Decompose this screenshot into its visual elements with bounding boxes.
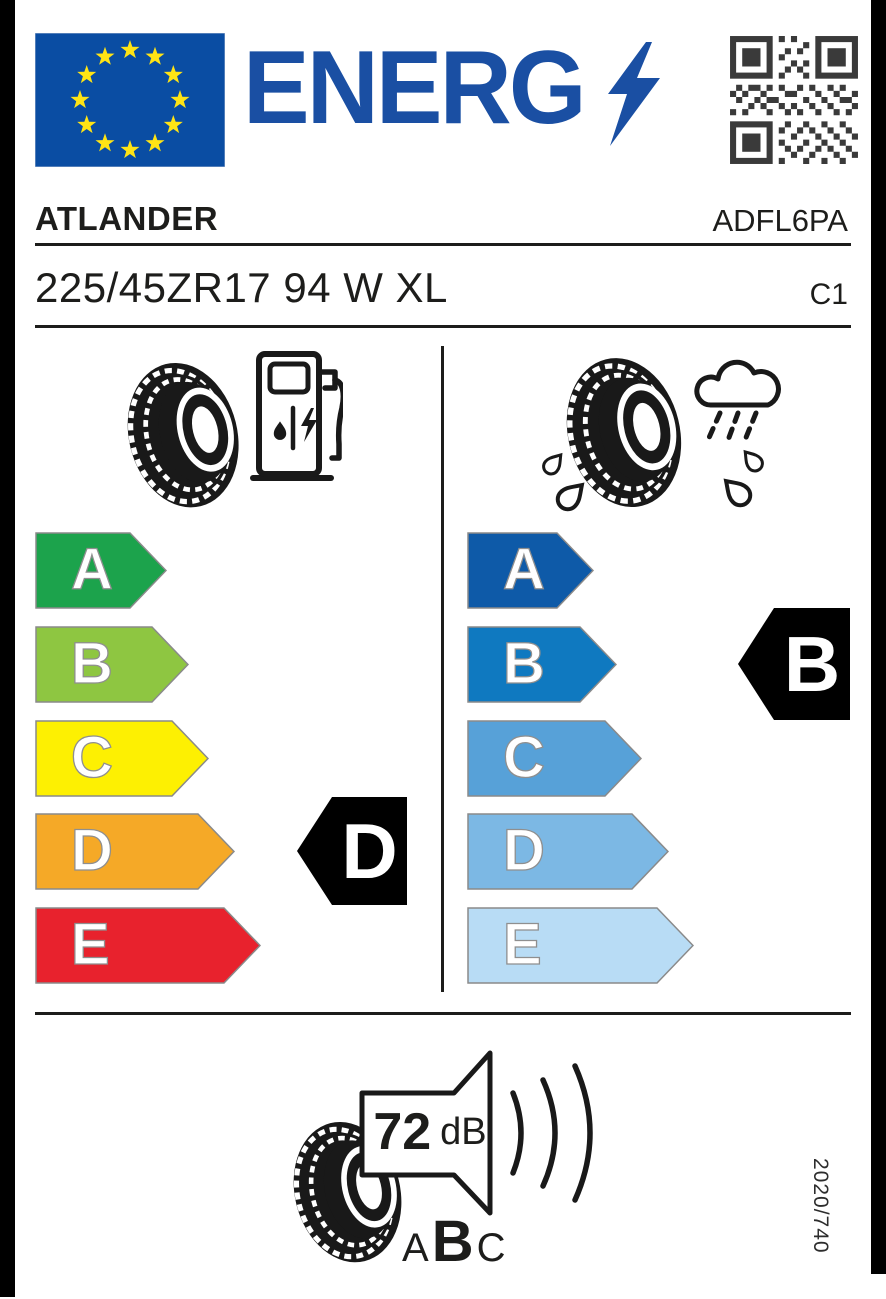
divider-line bbox=[35, 325, 851, 328]
fuel-class-row-b bbox=[35, 626, 189, 708]
class-letter: B bbox=[71, 631, 113, 696]
noise-class-b: B bbox=[431, 1209, 474, 1274]
fuel-class-row-c bbox=[35, 720, 209, 802]
wet-class-row-a bbox=[467, 532, 594, 614]
fuel-class-row-d bbox=[35, 813, 235, 895]
rain-cloud-icon bbox=[697, 362, 779, 443]
noise-class-a: A bbox=[402, 1226, 429, 1270]
divider-line bbox=[35, 1012, 851, 1015]
divider-line bbox=[35, 243, 851, 246]
class-letter: C bbox=[503, 725, 545, 790]
class-letter: D bbox=[503, 818, 545, 883]
wet-class-row-d bbox=[467, 813, 669, 895]
wet-grip-rating-arrow bbox=[738, 608, 850, 720]
noise-class-c: C bbox=[476, 1226, 506, 1270]
lightning-bolt-icon bbox=[600, 42, 674, 146]
fuel-class-row-e bbox=[35, 907, 261, 989]
fuel-efficiency-rating: D bbox=[341, 806, 398, 895]
wet-class-row-c bbox=[467, 720, 642, 802]
column-divider bbox=[441, 346, 444, 992]
class-letter: A bbox=[71, 537, 113, 602]
fuel-pump-icon bbox=[253, 354, 343, 478]
energy-logo-text: ENERG bbox=[243, 30, 584, 146]
noise-value: 72 bbox=[373, 1103, 432, 1161]
class-letter: B bbox=[503, 631, 545, 696]
wet-class-row-e bbox=[467, 907, 694, 989]
fuel-efficiency-rating-arrow bbox=[297, 797, 407, 905]
qr-code bbox=[728, 34, 860, 166]
eu-flag bbox=[35, 33, 225, 167]
model-code: ADFL6PA bbox=[712, 203, 848, 238]
left-edge-bar bbox=[0, 0, 15, 1297]
regulation-number: 2020/740 bbox=[809, 1158, 832, 1254]
class-letter: D bbox=[71, 818, 113, 883]
tyre-class: C1 bbox=[809, 278, 848, 311]
right-edge-bar bbox=[871, 0, 886, 1274]
wet-grip-icon bbox=[540, 345, 790, 520]
brand-name: ATLANDER bbox=[35, 200, 219, 237]
energy-logo bbox=[243, 30, 674, 146]
class-letter: C bbox=[71, 725, 113, 790]
fuel-class-row-a bbox=[35, 532, 167, 614]
noise-unit: dB bbox=[440, 1110, 487, 1153]
noise-db-box bbox=[368, 1100, 492, 1164]
class-letter: E bbox=[503, 912, 542, 977]
wet-class-row-b bbox=[467, 626, 617, 708]
size-designation: 225/45ZR17 94 W XL bbox=[35, 264, 448, 311]
noise-class-letters bbox=[402, 1208, 505, 1275]
wet-grip-rating: B bbox=[783, 619, 841, 708]
fuel-efficiency-icon bbox=[118, 348, 343, 520]
class-letter: A bbox=[503, 537, 545, 602]
tyre-icon bbox=[118, 351, 253, 519]
class-letter: E bbox=[71, 912, 110, 977]
sound-waves-icon bbox=[505, 1058, 610, 1208]
